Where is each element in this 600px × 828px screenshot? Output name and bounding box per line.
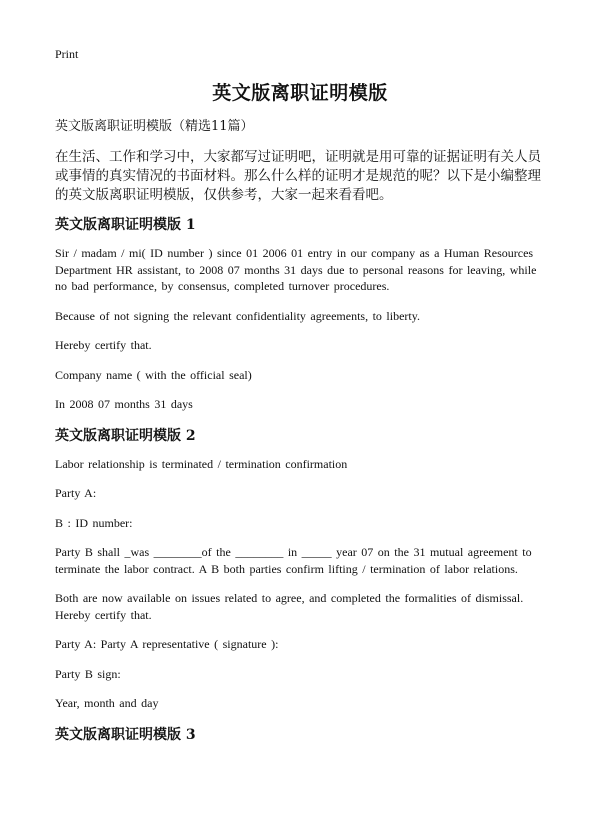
- section-2: [55, 426, 545, 712]
- section-paragraph: B : ID number:: [55, 515, 133, 530]
- document-body: [55, 118, 545, 755]
- section-paragraph: Both are now available on issues related to agree, and completed the formalities of dismissal. Hereby certify that.: [55, 591, 524, 622]
- section-paragraph: Sir / madam / mi( ID number ) since 01 2006 01 entry in our company as a Human Resources Department HR assistant, to 2008 07 months 31 days due to personal reasons for leaving, while no bad performance, by consensus, completed turnover procedures.: [55, 246, 537, 293]
- section-paragraph: Company name ( with the official seal): [55, 367, 252, 382]
- section-paragraph: Hereby certify that.: [55, 338, 152, 352]
- section-paragraph: Labor relationship is terminated / termination confirmation: [55, 456, 348, 471]
- document-subtitle: 英文版离职证明模版（精选11篇）: [55, 119, 254, 134]
- section-3: [55, 725, 545, 745]
- section-paragraph: Party B shall _was ________of the ________ in _____ year 07 on the 31 mutual agreement to terminate the labor contract. A B both parties confirm lifting / termination of labor relations.: [55, 545, 532, 576]
- section-paragraph: Party A:: [55, 486, 97, 500]
- section-paragraph: Because of not signing the relevant confidentiality agreements, to liberty.: [55, 308, 420, 323]
- section-paragraph: Year, month and day: [55, 696, 159, 710]
- section-paragraph: In 2008 07 months 31 days: [55, 397, 193, 411]
- document-title: 英文版离职证明模版: [212, 82, 388, 104]
- section-heading: 英文版离职证明模版 3: [55, 726, 196, 743]
- section-paragraph: Party A: Party A representative ( signature ):: [55, 637, 279, 651]
- print-link[interactable]: Print: [55, 47, 79, 61]
- section-heading: 英文版离职证明模版 2: [55, 427, 196, 444]
- section-heading: 英文版离职证明模版 1: [55, 217, 196, 233]
- section-paragraph: Party B sign:: [55, 666, 121, 681]
- section-1: [55, 215, 545, 413]
- intro-paragraph: 在生活、工作和学习中，大家都写过证明吧，证明就是用可靠的证据证明有关人员或事情的真实情况的书面材料。那么什么样的证明才是规范的呢？以下是小编整理的英文版离职证明模版，仅供参考，大家一起来看看吧。: [55, 149, 541, 203]
